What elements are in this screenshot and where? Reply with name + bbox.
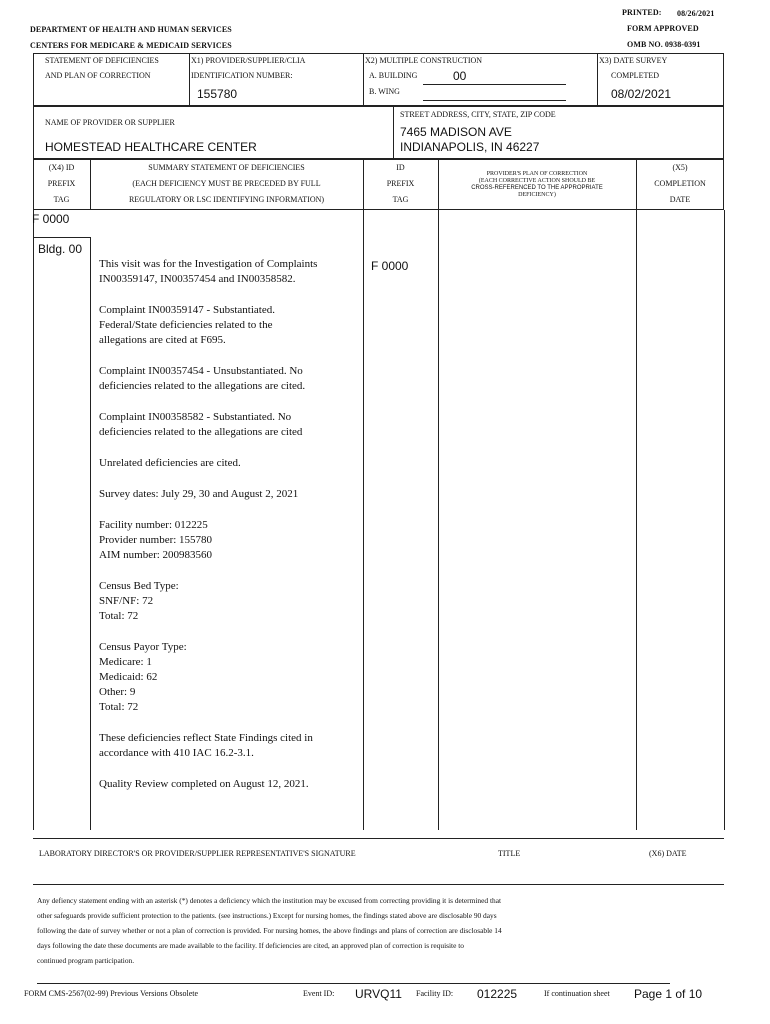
x1-label-1: X1) PROVIDER/SUPPLIER/CLIA <box>191 56 306 65</box>
summary-line: Federal/State deficiencies related to the <box>99 319 273 331</box>
building-label: A. BUILDING <box>369 71 418 80</box>
summary-line: Provider number: 155780 <box>99 534 213 546</box>
x2-label: X2) MULTIPLE CONSTRUCTION <box>365 56 483 65</box>
id-header-3: TAG <box>392 195 409 204</box>
page-number: Page 1 of 10 <box>634 987 703 1001</box>
summary-statement <box>99 257 361 808</box>
survey-date-value: 08/02/2021 <box>611 87 672 101</box>
form-number: FORM CMS-2567(02-99) Previous Versions Obsolete <box>24 989 199 998</box>
continuation-label: If continuation sheet <box>544 989 610 998</box>
statement-label-2: AND PLAN OF CORRECTION <box>45 71 151 80</box>
deficiency-tag-left: F 0000 <box>32 212 70 226</box>
plan-header-1: PROVIDER'S PLAN OF CORRECTION <box>486 171 588 177</box>
facility-id-value: 012225 <box>477 987 518 1001</box>
x5-header-1: (X5) <box>672 163 688 172</box>
summary-line: Survey dates: July 29, 30 and August 2, 2021 <box>99 488 299 500</box>
disclaimer-line: continued program participation. <box>37 956 135 965</box>
form-approved: FORM APPROVED <box>627 24 699 33</box>
x5-header-2: COMPLETION <box>654 179 706 188</box>
provider-name: HOMESTEAD HEALTHCARE CENTER <box>45 140 257 154</box>
date-label: (X6) DATE <box>649 849 687 858</box>
summary-line: AIM number: 200983560 <box>99 549 213 561</box>
disclaimer-text <box>37 893 727 968</box>
building-value: 00 <box>453 69 467 83</box>
summary-line: deficiencies related to the allegations are cited. <box>99 380 306 392</box>
summary-paragraph <box>99 640 361 715</box>
statement-label-1: STATEMENT OF DEFICIENCIES <box>45 56 159 65</box>
summary-line: deficiencies related to the allegations are cited <box>99 426 303 438</box>
summary-line: This visit was for the Investigation of Complaints <box>99 258 318 270</box>
building-tag: Bldg. 00 <box>38 242 83 256</box>
facility-id-label: Facility ID: <box>416 989 454 998</box>
x5-header-3: DATE <box>669 195 691 204</box>
address-line-2: INDIANAPOLIS, IN 46227 <box>400 140 540 154</box>
x4-header-2: PREFIX <box>47 179 76 188</box>
title-label: TITLE <box>498 849 521 858</box>
wing-label: B. WING <box>369 87 400 96</box>
x3-label-1: X3) DATE SURVEY <box>599 56 668 65</box>
printed-label: PRINTED: <box>622 8 662 17</box>
summary-paragraph <box>99 303 361 348</box>
printed-date: 08/26/2021 <box>677 9 715 18</box>
summary-paragraph <box>99 487 361 502</box>
summary-paragraph <box>99 518 361 563</box>
summary-paragraph <box>99 364 361 394</box>
summary-header-2: (EACH DEFICIENCY MUST BE PRECEDED BY FULL <box>132 179 321 188</box>
summary-header-1: SUMMARY STATEMENT OF DEFICIENCIES <box>148 163 305 172</box>
summary-paragraph <box>99 777 361 792</box>
plan-header-4: DEFICIENCY) <box>518 192 556 198</box>
plan-header <box>438 171 636 199</box>
summary-line: Complaint IN00358582 - Substantiated. No <box>99 411 292 423</box>
summary-line: Complaint IN00357454 - Unsubstantiated. No <box>99 365 303 377</box>
x4-header-1: (X4) ID <box>48 163 75 172</box>
summary-line: Total: 72 <box>99 701 139 713</box>
summary-line: Medicaid: 62 <box>99 671 158 683</box>
summary-line: Census Payor Type: <box>99 641 187 653</box>
provider-name-label: NAME OF PROVIDER OR SUPPLIER <box>45 118 175 127</box>
disclaimer-line: Any defiency statement ending with an asterisk (*) denotes a deficiency which the institution may be excused from correcting providing it is determined that <box>37 896 502 905</box>
x1-label-2: IDENTIFICATION NUMBER: <box>191 71 293 80</box>
address-label: STREET ADDRESS, CITY, STATE, ZIP CODE <box>400 110 556 119</box>
deficiency-tag-right: F 0000 <box>371 259 409 273</box>
omb-number: OMB NO. 0938-0391 <box>627 40 701 49</box>
id-header-1: ID <box>396 163 405 172</box>
summary-line: These deficiencies reflect State Findings cited in <box>99 732 313 744</box>
plan-header-3: CROSS-REFERENCED TO THE APPROPRIATE <box>471 185 603 191</box>
provider-id-value: 155780 <box>197 87 238 101</box>
summary-line: Facility number: 012225 <box>99 519 208 531</box>
summary-line: Medicare: 1 <box>99 656 152 668</box>
disclaimer-line: following the date of survey whether or not a plan of correction is provided. For nursing homes, the above findings and plans of correction are disclosable 14 <box>37 926 502 935</box>
summary-paragraph <box>99 579 361 624</box>
summary-line: Census Bed Type: <box>99 580 179 592</box>
summary-line: Quality Review completed on August 12, 2021. <box>99 778 309 790</box>
summary-line: Other: 9 <box>99 686 136 698</box>
summary-paragraph <box>99 410 361 440</box>
centers-name: CENTERS FOR MEDICARE & MEDICAID SERVICES <box>30 41 232 50</box>
summary-line: Unrelated deficiencies are cited. <box>99 457 241 469</box>
summary-header-3: REGULATORY OR LSC IDENTIFYING INFORMATION) <box>128 195 325 204</box>
summary-line: Total: 72 <box>99 610 139 622</box>
summary-line: allegations are cited at F695. <box>99 334 226 346</box>
summary-line: SNF/NF: 72 <box>99 595 154 607</box>
address-line-1: 7465 MADISON AVE <box>400 125 512 139</box>
plan-header-2: (EACH CORRECTIVE ACTION SHOULD BE <box>478 178 596 184</box>
disclaimer-line: other safeguards provide sufficient protection to the patients. (see instructions.) Except for nursing homes, the findings stated above are disclosable 90 days <box>37 911 497 920</box>
summary-paragraph <box>99 456 361 471</box>
summary-line: accordance with 410 IAC 16.2-3.1. <box>99 747 254 759</box>
department-name: DEPARTMENT OF HEALTH AND HUMAN SERVICES <box>30 25 232 34</box>
summary-paragraph <box>99 257 361 287</box>
x4-header-3: TAG <box>53 195 70 204</box>
event-id-value: URVQ11 <box>355 987 402 1001</box>
event-id-label: Event ID: <box>303 989 335 998</box>
id-header-2: PREFIX <box>386 179 415 188</box>
summary-line: Complaint IN00359147 - Substantiated. <box>99 304 275 316</box>
x3-label-2: COMPLETED <box>611 71 659 80</box>
summary-line: IN00359147, IN00357454 and IN00358582. <box>99 273 296 285</box>
signature-label: LABORATORY DIRECTOR'S OR PROVIDER/SUPPLIER REPRESENTATIVE'S SIGNATURE <box>39 849 356 858</box>
disclaimer-line: days following the date these documents are made available to the facility. If deficiencies are cited, an approved plan of correction is requisite to <box>37 941 464 950</box>
summary-paragraph <box>99 731 361 761</box>
